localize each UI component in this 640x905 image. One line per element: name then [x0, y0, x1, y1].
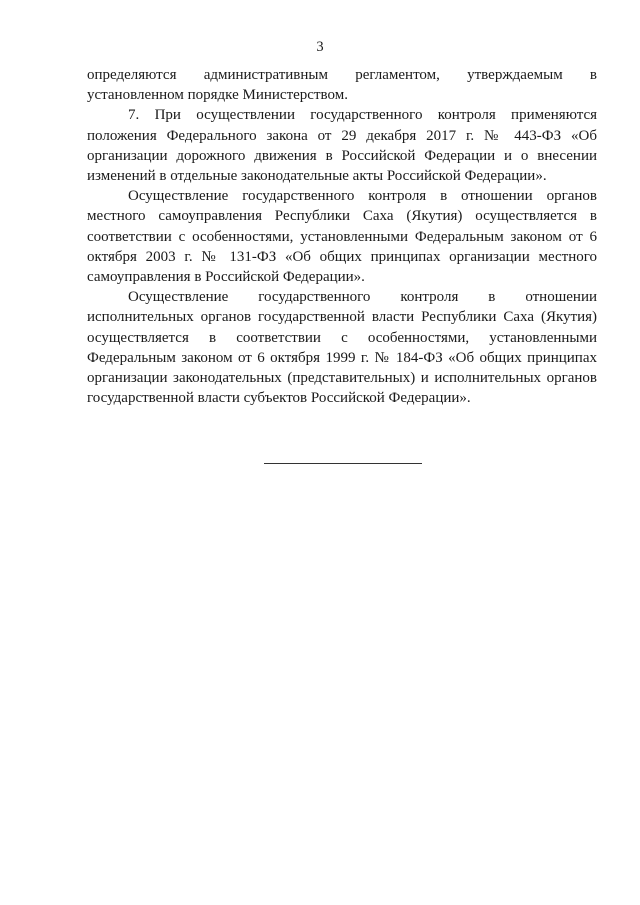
paragraph-local-self-government: Осуществление государственного контроля в отношении органов местного самоуправления Республики Саха (Якутия) осуществляется в соответствии с особенностями, установленными Федеральным законом от 6 октября 2003 г. № 131-ФЗ «Об общих принципах организации местного самоуправления в Российской Федерации». [87, 188, 597, 286]
paragraph-item-7: 7. При осуществлении государственного контроля применяются положения Федерального закона от 29 декабря 2017 г. № 443-ФЗ «Об организации дорожного движения в Российской Федерации и о внесении изменений в отдельные законодательные акты Российской Федерации». [87, 107, 597, 185]
end-of-document-rule [264, 463, 422, 464]
document-body [87, 65, 597, 408]
page-number: 3 [316, 39, 324, 55]
paragraph-executive-authorities: Осуществление государственного контроля в отношении исполнительных органов государственной власти Республики Саха (Якутия) осуществляется в соответствии с особенностями, установленными Федеральным законом от 6 октября 1999 г. № 184-ФЗ «Об общих принципах организации законодательных (представительных) и исполнительных органов государственной власти субъектов Российской Федерации». [87, 289, 597, 407]
paragraph-continuation: определяются административным регламентом, утверждаемым в установленном порядке Министерством. [87, 67, 597, 104]
